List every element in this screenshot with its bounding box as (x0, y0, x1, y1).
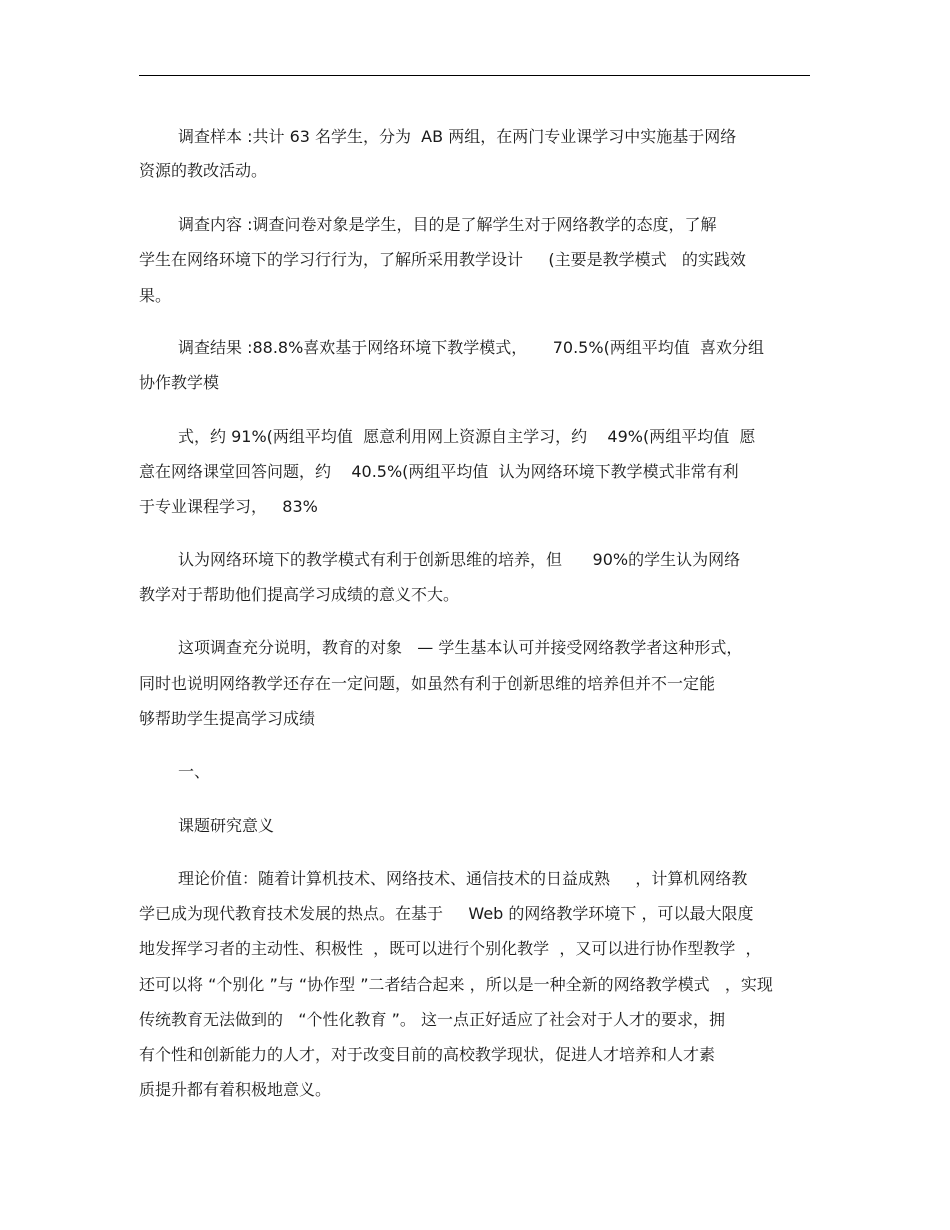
paragraph-theory-line-1: 理论价值：随着计算机技术、网络技术、通信技术的日益成熟 ，计算机网络教 (178, 869, 748, 888)
paragraph-theory-line-5: 传统教育无法做到的 “个性化教育 ”。 这一点正好适应了社会对于人才的要求，拥 (139, 1010, 726, 1029)
paragraph-theory-line-4: 还可以将 “个别化 ”与 “协作型 ”二者结合起来 ，所以是一种全新的网络教学模式 ，实现 (139, 975, 773, 994)
paragraph-theory-line-7: 质提升都有着积极地意义。 (139, 1080, 332, 1099)
paragraph-result-line-2: 协作教学模 (139, 373, 220, 392)
paragraph-innovation-line-2: 教学对于帮助他们提高学习成绩的意义不大。 (139, 585, 460, 604)
paragraph-content-line-3: 果。 (139, 286, 172, 305)
section-title: 课题研究意义 (178, 816, 275, 835)
paragraph-result-cont-line-1: 式，约 91%(两组平均值 愿意利用网上资源自主学习，约 49%(两组平均值 愿 (178, 427, 756, 446)
paragraph-conclusion-line-3: 够帮助学生提高学习成绩 (139, 709, 316, 728)
paragraph-theory-line-3: 地发挥学习者的主动性、积极性 ，既可以进行个别化教学 ，又可以进行协作型教学 ， (139, 939, 762, 958)
paragraph-innovation-line-1: 认为网络环境下的教学模式有利于创新思维的培养，但 90%的学生认为网络 (178, 550, 741, 569)
paragraph-result-line-1: 调查结果 :88.8%喜欢基于网络环境下教学模式， 70.5%(两组平均值 喜欢分组 (178, 338, 764, 357)
paragraph-theory-line-2: 学已成为现代教育技术发展的热点。在基于 Web 的网络教学环境下 ，可以最大限度 (139, 904, 754, 923)
paragraph-sample-line-2: 资源的教改活动。 (139, 161, 268, 180)
paragraph-content-line-1: 调查内容 :调查问卷对象是学生，目的是了解学生对于网络教学的态度，了解 (178, 215, 717, 234)
paragraph-sample-line-1: 调查样本 :共计 63 名学生，分为 AB 两组，在两门专业课学习中实施基于网络 (178, 127, 737, 146)
paragraph-result-cont-line-3: 于专业课程学习， 83% (139, 497, 318, 516)
paragraph-result-cont-line-2: 意在网络课堂回答问题，约 40.5%(两组平均值 认为网络环境下教学模式非常有利 (139, 462, 739, 481)
paragraph-content-line-2: 学生在网络环境下的学习行行为，了解所采用教学设计 (主要是教学模式 的实践效 (139, 250, 746, 269)
header-rule (139, 75, 810, 76)
paragraph-conclusion-line-2: 同时也说明网络教学还存在一定问题，如虽然有利于创新思维的培养但并不一定能 (139, 674, 716, 693)
paragraph-conclusion-line-1: 这项调查充分说明，教育的对象 — 学生基本认可并接受网络教学者这种形式， (178, 638, 743, 657)
section-number: 一、 (178, 762, 211, 781)
paragraph-theory-line-6: 有个性和创新能力的人才，对于改变目前的高校教学现状，促进人才培养和人才素 (139, 1045, 716, 1064)
